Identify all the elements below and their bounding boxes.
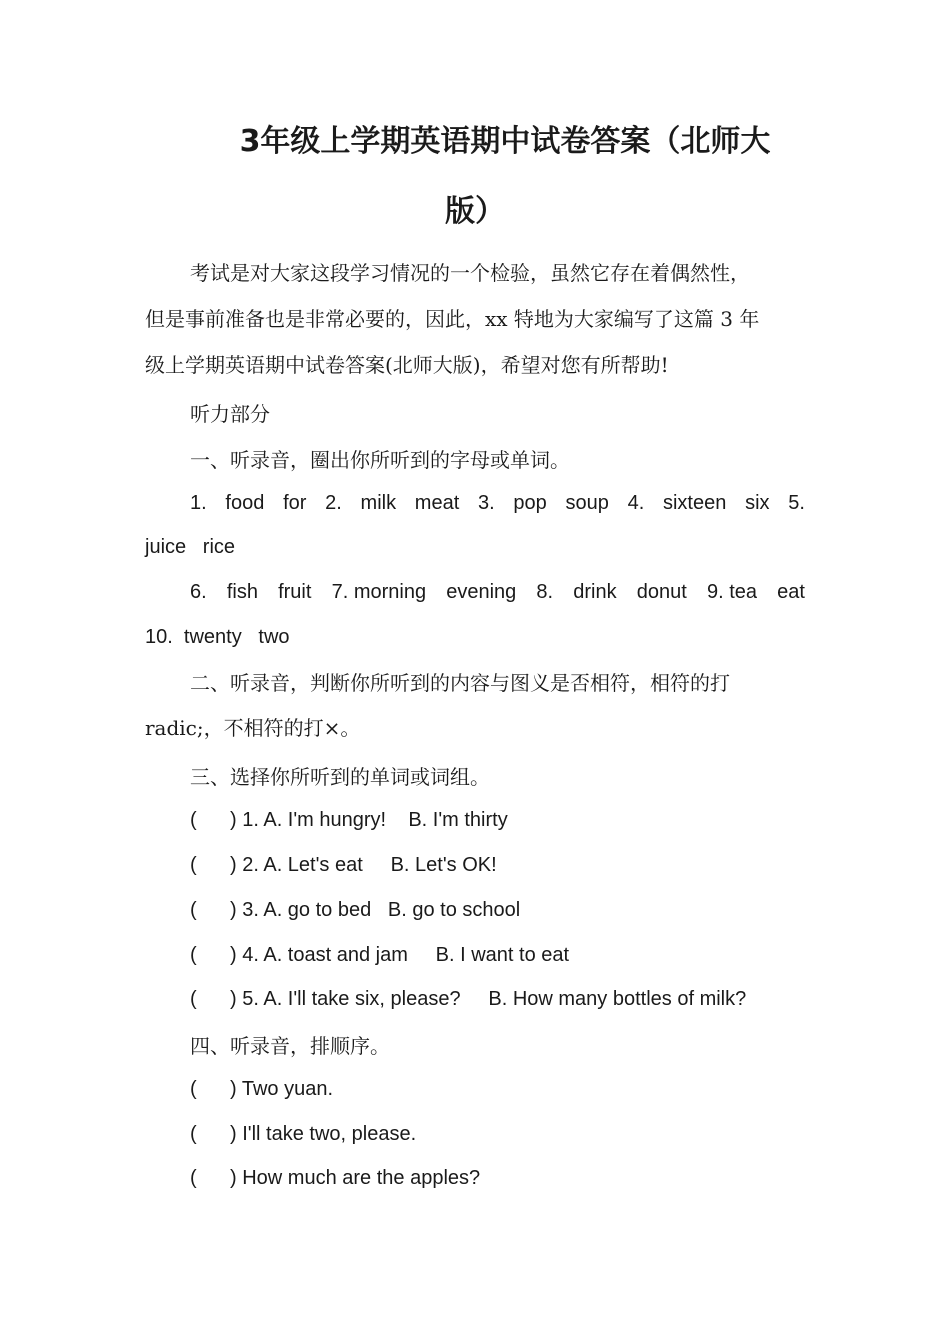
answer-blank: (: [190, 854, 197, 876]
answer-blank: (: [190, 1123, 197, 1145]
answer-blank: (: [190, 899, 197, 921]
part4-heading: 四、听录音，排顺序。: [190, 1034, 390, 1058]
part1-row1-word: milk: [360, 492, 397, 514]
part1-row1: [190, 490, 805, 516]
part1-row2-word: 6.: [190, 581, 207, 603]
part1-row1-word: food: [225, 492, 265, 514]
part1-row1-word: for: [283, 492, 307, 514]
question-text: ) How much are the apples?: [230, 1167, 481, 1189]
part1-row2-continuation: 10. twenty two: [145, 626, 290, 648]
part3-item-4: [190, 942, 805, 968]
answer-blank: (: [190, 944, 197, 966]
part1-row1-word: 3.: [477, 492, 495, 514]
question-text: ) Two yuan.: [230, 1078, 334, 1100]
part3-item-1: [190, 807, 805, 833]
part2-heading-line1: 二、听录音，判断你所听到的内容与图义是否相符，相符的打: [190, 671, 730, 695]
part1-row2-word: donut: [636, 581, 687, 603]
part1-row1-word: soup: [565, 492, 609, 514]
part4-item-2: [190, 1121, 805, 1147]
answer-blank: (: [190, 809, 197, 831]
part1-row1-word: 2.: [325, 492, 342, 514]
part1-row1-word: 4.: [627, 492, 645, 514]
part1-row2: [190, 579, 805, 605]
part4-item-1: [190, 1076, 805, 1102]
intro-line1: 考试是对大家这段学习情况的一个检验，虽然它存在着偶然性，: [190, 261, 750, 285]
section-heading-listening: 听力部分: [190, 402, 270, 426]
part1-row1-word: 5.: [788, 492, 805, 514]
part3-heading: 三、选择你所听到的单词或词组。: [190, 765, 490, 789]
part3-item-5: [190, 986, 805, 1012]
part1-row2-word: drink: [573, 581, 617, 603]
part1-row1-word: 1.: [190, 492, 207, 514]
question-text: ) 5. A. I'll take six, please? B. How many bottles of milk?: [230, 988, 747, 1010]
part1-row2-word: 7. morning: [331, 581, 427, 603]
question-text: ) 2. A. Let's eat B. Let's OK!: [230, 854, 497, 876]
part1-row1-continuation: juice rice: [145, 536, 236, 558]
part4-item-3: [190, 1165, 805, 1191]
part1-row1-word: meat: [414, 492, 460, 514]
answer-blank: (: [190, 988, 197, 1010]
part1-row2-word: fish: [226, 581, 258, 603]
question-text: ) 4. A. toast and jam B. I want to eat: [230, 944, 570, 966]
answer-blank: (: [190, 1078, 197, 1100]
part1-row2-word: 8.: [536, 581, 554, 603]
part1-row2-word: evening: [446, 581, 517, 603]
part1-row2-word: fruit: [278, 581, 312, 603]
document-title-line1: 3年级上学期英语期中试卷答案（北师大: [239, 124, 771, 159]
part1-heading: 一、听录音，圈出你所听到的字母或单词。: [190, 448, 570, 472]
part1-row2-word: 9. tea: [706, 581, 757, 603]
question-text: ) 1. A. I'm hungry! B. I'm thirty: [230, 809, 508, 831]
answer-blank: (: [190, 1167, 197, 1189]
question-text: ) 3. A. go to bed B. go to school: [230, 899, 521, 921]
part1-row1-word: six: [745, 492, 770, 514]
intro-line2: 但是事前准备也是非常必要的，因此，xx 特地为大家编写了这篇 3 年: [145, 307, 760, 331]
part2-heading-line2: radic;，不相符的打×。: [145, 716, 361, 740]
document-title-line2: 版）: [445, 194, 505, 229]
part3-item-2: [190, 852, 805, 878]
part1-row1-word: pop: [513, 492, 547, 514]
part3-item-3: [190, 897, 805, 923]
intro-line3: 级上学期英语期中试卷答案(北师大版)，希望对您有所帮助!: [145, 353, 669, 377]
question-text: ) I'll take two, please.: [230, 1123, 417, 1145]
part1-row2-word: eat: [777, 581, 805, 603]
part1-row1-word: sixteen: [662, 492, 727, 514]
